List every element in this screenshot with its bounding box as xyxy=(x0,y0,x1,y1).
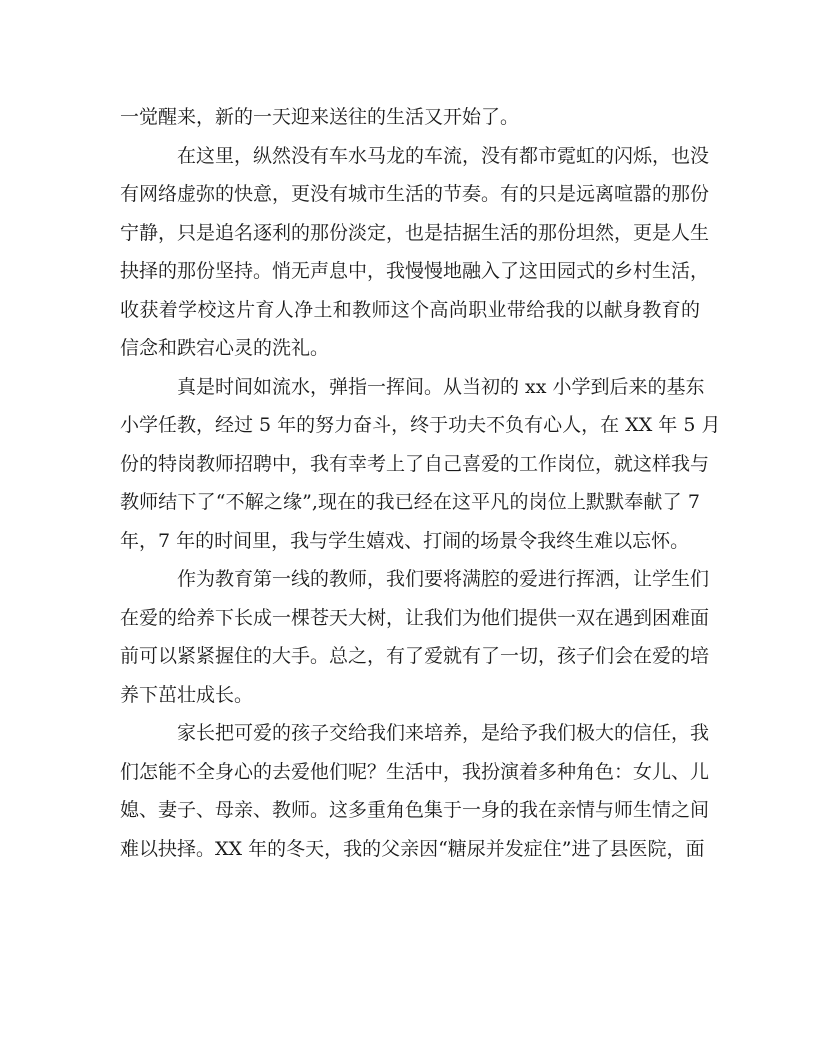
document-body xyxy=(120,98,721,868)
text-line: 年，7 年的时间里，我与学生嬉戏、打闹的场景令我终生难以忘怀。 xyxy=(120,529,690,552)
text-line: 有网络虚弥的快意，更没有城市生活的节奏。有的只是远离喧嚣的那份 xyxy=(120,183,710,205)
paragraph xyxy=(120,368,721,561)
text-line: 抉择的那份坚持。悄无声息中，我慢慢地融入了这田园式的乡村生活， xyxy=(120,260,710,282)
paragraph xyxy=(120,560,710,714)
text-line: 作为教育第一线的教师，我们要将满腔的爱进行挥洒，让学生们 xyxy=(177,568,710,590)
paragraph xyxy=(120,98,700,137)
text-line: 宁静，只是追名逐利的那份淡定，也是拮据生活的那份坦然，更是人生 xyxy=(120,221,710,244)
text-line: 信念和跌宕心灵的洗礼。 xyxy=(120,337,330,359)
text-line: 难以抉择。XX 年的冬天，我的父亲因“糖尿并发症住”进了县医院，面 xyxy=(120,837,705,860)
paragraph xyxy=(120,714,710,868)
text-line: 在这里，纵然没有车水马龙的车流，没有都市霓虹的闪烁，也没 xyxy=(177,144,710,167)
text-line: 真是时间如流水，弹指一挥间。从当初的 xx 小学到后来的基东 xyxy=(177,375,705,398)
text-line: 媳、妻子、母亲、教师。这多重角色集于一身的我在亲情与师生情之间 xyxy=(120,799,710,821)
text-line: 养下茁壮成长。 xyxy=(120,683,254,706)
text-line: 们怎能不全身心的去爱他们呢？生活中，我扮演着多种角色：女儿、儿 xyxy=(120,760,710,783)
text-line: 前可以紧紧握住的大手。总之，有了爱就有了一切，孩子们会在爱的培 xyxy=(120,645,710,667)
text-line: 一觉醒来，新的一天迎来送往的生活又开始了。 xyxy=(120,106,520,128)
text-line: 份的特岗教师招聘中，我有幸考上了自己喜爱的工作岗位，就这样我与 xyxy=(120,452,710,475)
text-line: 教师结下了“不解之缘”,现在的我已经在这平凡的岗位上默默奉献了 7 xyxy=(120,491,700,513)
text-line: 小学任教，经过 5 年的努力奋斗，终于功夫不负有心人，在 XX 年 5 月 xyxy=(120,414,721,436)
text-line: 家长把可爱的孩子交给我们来培养，是给予我们极大的信任，我 xyxy=(177,722,710,744)
text-line: 在爱的给养下长成一棵苍天大树，让我们为他们提供一双在遇到困难面 xyxy=(120,606,710,629)
text-line: 收获着学校这片育人净土和教师这个高尚职业带给我的以献身教育的 xyxy=(120,298,700,321)
paragraph xyxy=(120,137,710,368)
